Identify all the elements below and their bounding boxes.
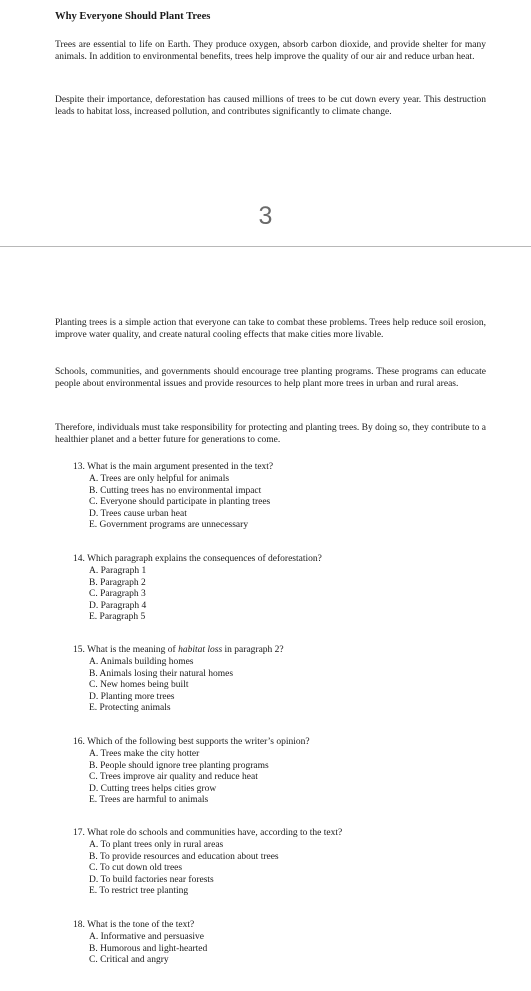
- answer-option: C. Paragraph 3: [89, 589, 146, 600]
- answer-option: C. Critical and angry: [89, 955, 169, 966]
- answer-option: A. Animals building homes: [89, 657, 194, 668]
- answer-option: D. To build factories near forests: [89, 874, 214, 885]
- paragraph-2: Despite their importance, deforestation has caused millions of trees to be cut down every year. This destruction leads to habitat loss, increased pollution, and contributes significantly to climate change.: [55, 95, 486, 117]
- answer-option: A. To plant trees only in rural areas: [89, 840, 224, 851]
- question-stem: 14. Which paragraph explains the consequences of deforestation?: [73, 554, 322, 564]
- answer-option: D. Cutting trees helps cities grow: [89, 783, 217, 794]
- question-stem: [73, 645, 493, 656]
- question-16: [73, 737, 493, 806]
- answer-option: C. Everyone should participate in planting trees: [89, 497, 271, 508]
- question-stem: 13. What is the main argument presented in the text?: [73, 462, 274, 472]
- question-15: [73, 645, 493, 714]
- answer-option: B. To provide resources and education about trees: [89, 851, 279, 862]
- page-divider: [0, 246, 531, 247]
- paragraph-1: Trees are essential to life on Earth. They produce oxygen, absorb carbon dioxide, and provide shelter for many animals. In addition to environmental benefits, trees help improve the quality of our air and reduce urban heat.: [55, 40, 486, 62]
- question-stem-text: 15. What is the meaning of: [73, 645, 179, 655]
- answer-option: E. Protecting animals: [89, 703, 171, 714]
- page-number: 3: [258, 202, 273, 230]
- answer-option: A. Informative and persuasive: [89, 932, 205, 943]
- question-13: [73, 462, 493, 531]
- answer-option: E. To restrict tree planting: [89, 886, 189, 897]
- answer-option: A. Paragraph 1: [89, 566, 147, 577]
- answer-option: D. Trees cause urban heat: [89, 508, 187, 519]
- answer-option: C. Trees improve air quality and reduce heat: [89, 772, 258, 783]
- answer-option: E. Trees are harmful to animals: [89, 795, 209, 806]
- question-stem-text: in paragraph 2?: [222, 645, 284, 655]
- paragraph-4: Schools, communities, and governments should encourage tree planting programs. These programs can educate people about environmental issues and provide resources to help plant more trees in urban and rural areas.: [55, 367, 486, 389]
- page-top-section: [0, 0, 531, 246]
- answer-option: A. Trees make the city hotter: [89, 749, 200, 760]
- question-stem-italic-term: habitat loss: [178, 645, 223, 655]
- question-18: [73, 920, 493, 967]
- answer-option: B. Cutting trees has no environmental impact: [89, 485, 262, 496]
- answer-option: E. Paragraph 5: [89, 612, 146, 623]
- answer-option: A. Trees are only helpful for animals: [89, 474, 230, 485]
- question-stem: 18. What is the tone of the text?: [73, 920, 195, 930]
- answer-option: B. Humorous and light-hearted: [89, 943, 208, 954]
- document-title: Why Everyone Should Plant Trees: [55, 11, 211, 22]
- question-stem: 17. What role do schools and communities have, according to the text?: [73, 828, 343, 838]
- answer-option: B. Paragraph 2: [89, 577, 146, 588]
- answer-option: C. New homes being built: [89, 680, 189, 691]
- paragraph-5: Therefore, individuals must take responsibility for protecting and planting trees. By doing so, they contribute to a healthier planet and a better future for generations to come.: [55, 423, 486, 445]
- answer-option: C. To cut down old trees: [89, 863, 183, 874]
- answer-option: D. Planting more trees: [89, 691, 175, 702]
- question-14: [73, 554, 493, 623]
- answer-option: B. Animals losing their natural homes: [89, 668, 234, 679]
- answer-option: E. Government programs are unnecessary: [89, 520, 249, 531]
- answer-option: B. People should ignore tree planting programs: [89, 760, 269, 771]
- question-17: [73, 828, 493, 897]
- answer-option: D. Paragraph 4: [89, 600, 147, 611]
- paragraph-3: Planting trees is a simple action that everyone can take to combat these problems. Trees help reduce soil erosion, improve water quality, and create natural cooling effects that make cities more livable.: [55, 318, 486, 340]
- question-stem: 16. Which of the following best supports the writer’s opinion?: [73, 737, 310, 747]
